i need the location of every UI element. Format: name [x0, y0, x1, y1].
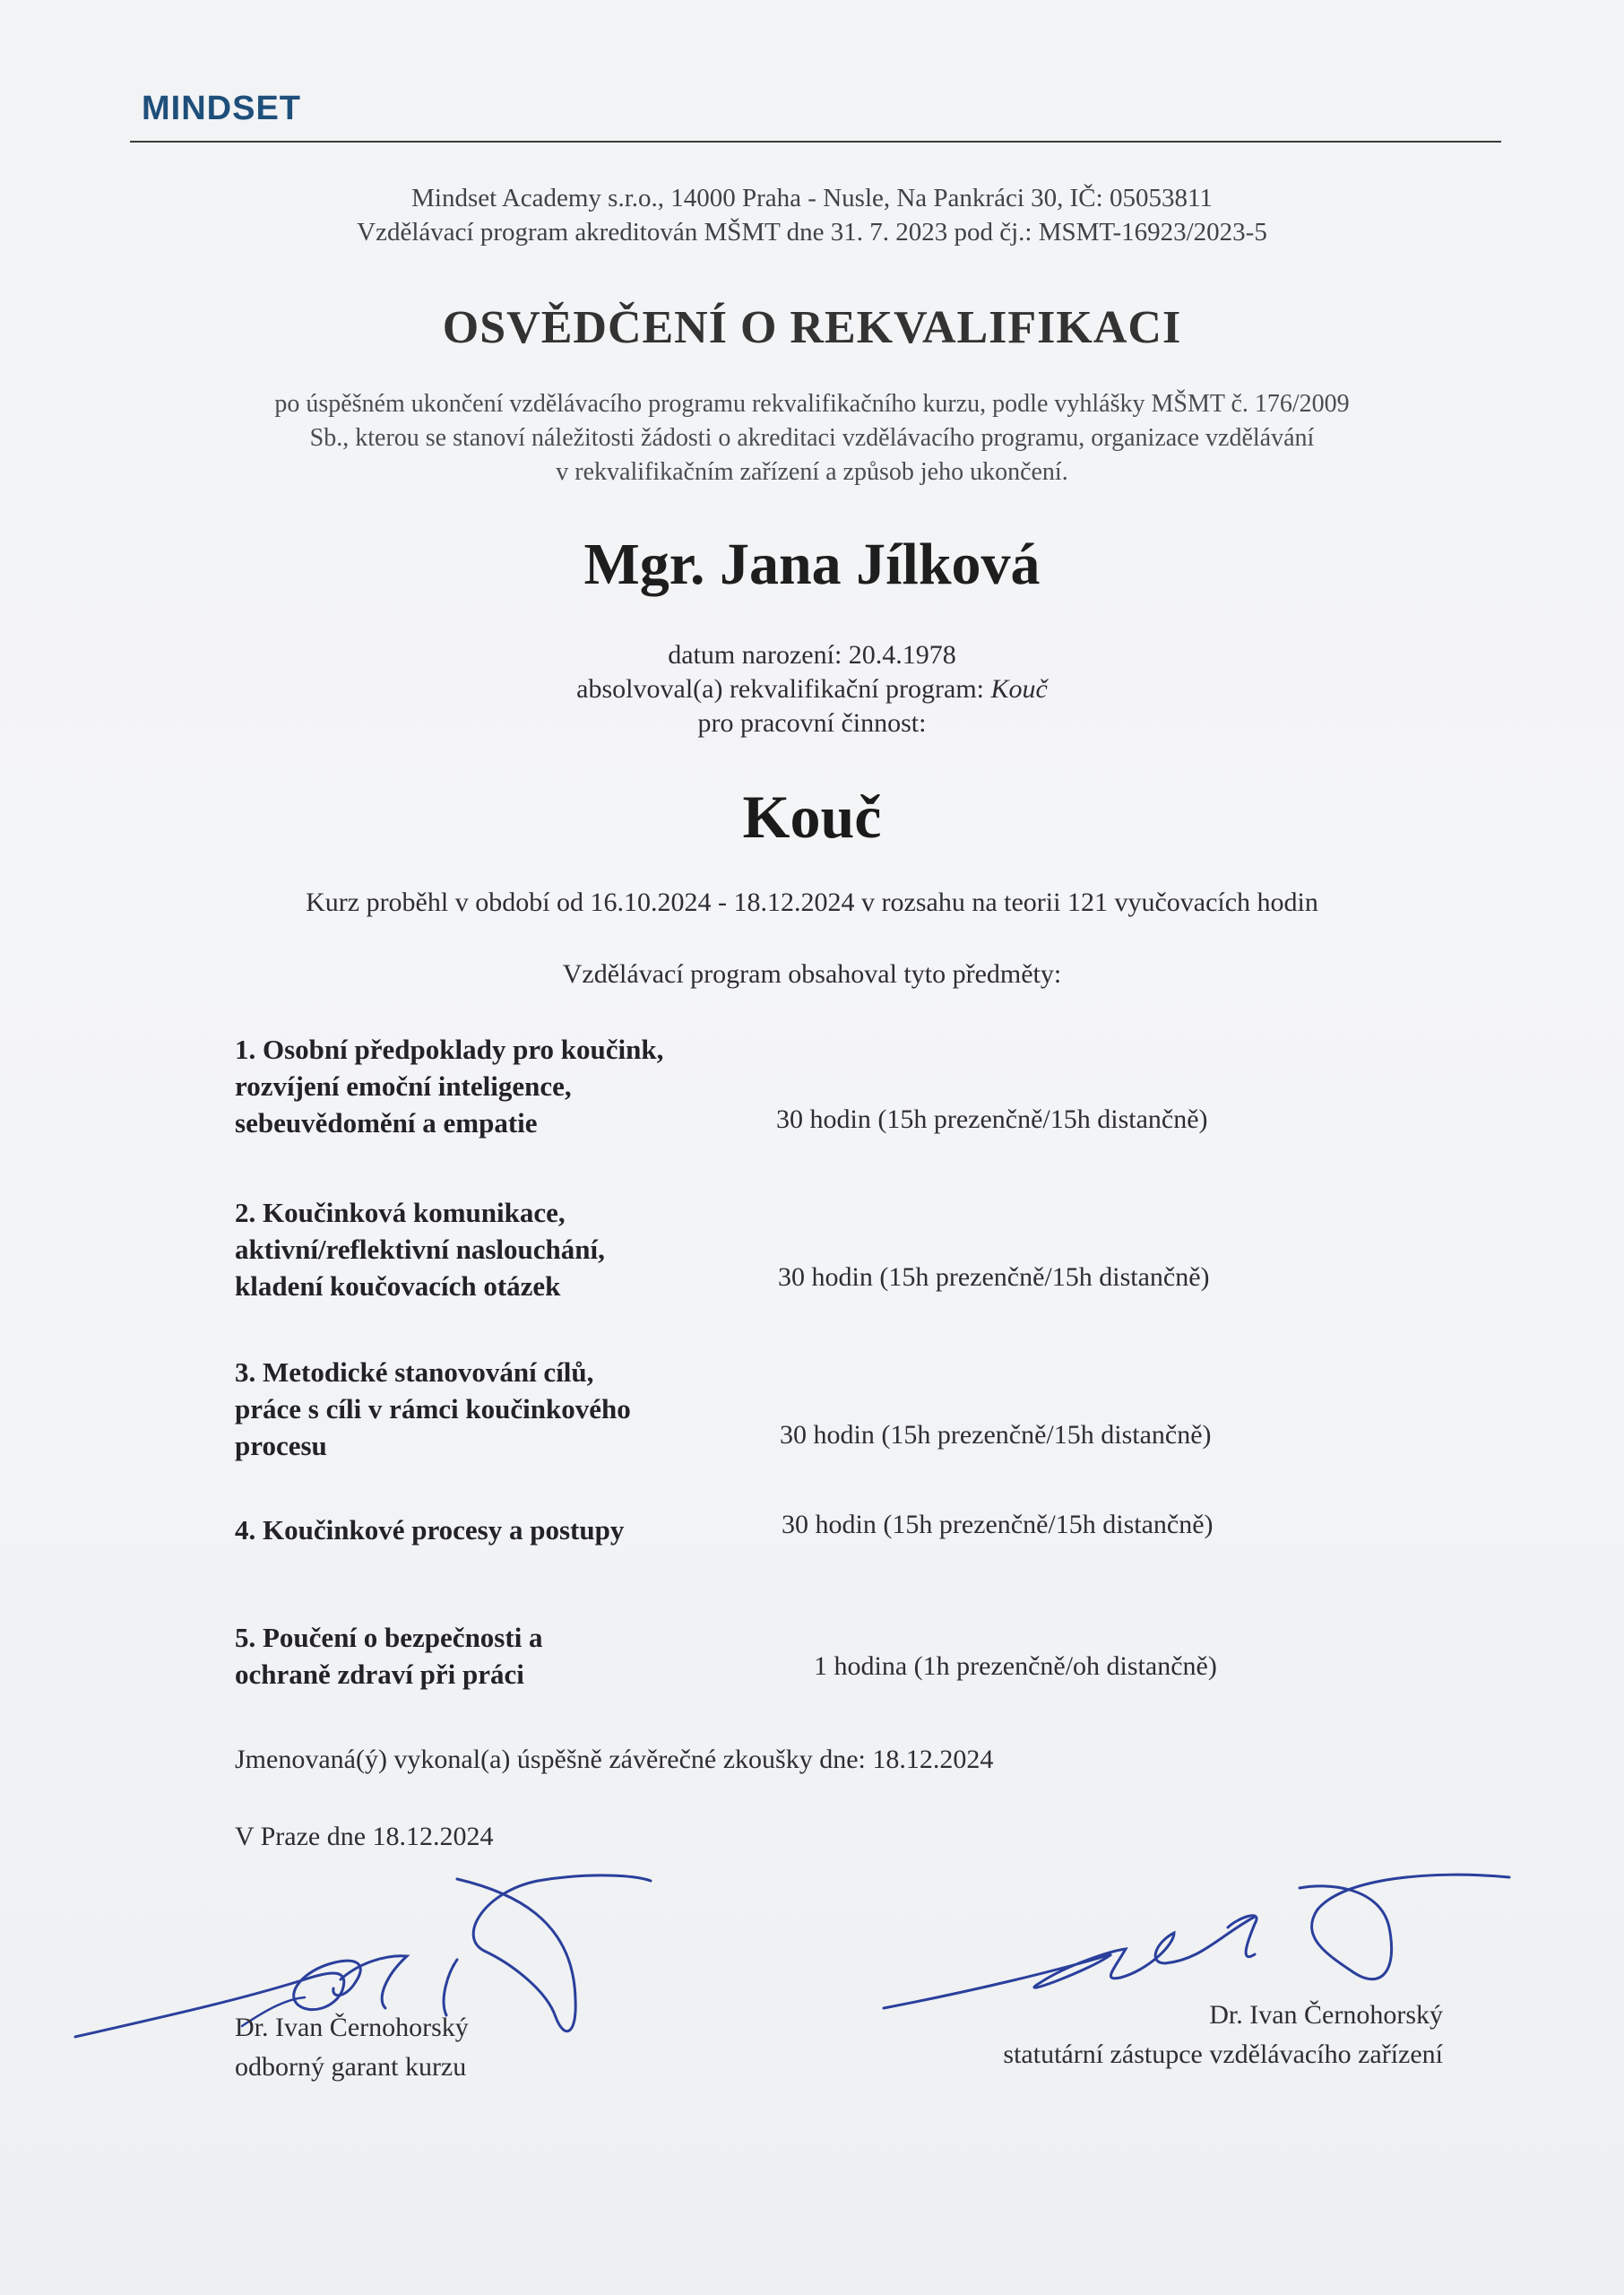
activity-label: pro pracovní činnost:: [697, 708, 927, 738]
recipient-name: Mgr. Jana Jílková: [583, 532, 1041, 597]
subject-line: kladení koučovacích otázek: [235, 1270, 561, 1302]
signatory-left-role: odborný garant kurzu: [235, 2052, 467, 2082]
subject-hours: 1 hodina (1h prezenčně/oh distančně): [814, 1651, 1217, 1681]
accreditation-info: Vzdělávací program akreditován MŠMT dne 31. 7. 2023 pod čj.: MSMT-16923/2023-5: [357, 218, 1267, 247]
signatory-right-name: Dr. Ivan Černohorský: [1209, 2000, 1443, 2030]
certificate-title: OSVĚDČENÍ O REKVALIFIKACI: [442, 302, 1182, 353]
subject-line: rozvíjení emoční inteligence,: [235, 1070, 572, 1102]
subject-hours: 30 hodin (15h prezenčně/15h distančně): [782, 1510, 1214, 1539]
legal-intro-line: v rekvalifikačním zařízení a způsob jeho ukončení.: [556, 458, 1068, 486]
signatory-right-role: statutární zástupce vzdělávacího zařízení: [1003, 2040, 1443, 2069]
subject-line: sebeuvědomění a empatie: [235, 1107, 538, 1139]
signatory-right: [905, 1996, 1443, 2074]
mindset-logo: MINDSET: [142, 90, 301, 127]
program-prefix: absolvoval(a) rekvalifikační program:: [576, 674, 991, 704]
subject-line: 5. Poučení o bezpečnosti a: [235, 1622, 543, 1653]
subject-line: 4. Koučinkové procesy a postupy: [235, 1514, 625, 1546]
subject-line: 1. Osobní předpoklady pro koučink,: [235, 1034, 664, 1065]
legal-intro-line: Sb., kterou se stanoví náležitosti žádosti o akreditaci vzdělávacího programu, organizace vzdělávání: [309, 424, 1315, 452]
subjects-intro: Vzdělávací program obsahoval tyto předměty:: [562, 959, 1062, 989]
subject-hours: 30 hodin (15h prezenčně/15h distančně): [778, 1262, 1210, 1292]
subject-line: 3. Metodické stanovování cílů,: [235, 1356, 594, 1388]
subject-name: [235, 1194, 826, 1304]
subject-line: procesu: [235, 1430, 327, 1461]
recipient-details: [0, 638, 1624, 740]
subject-name: [235, 1511, 826, 1548]
subject-name: [235, 1619, 826, 1693]
birth-date: datum narození: 20.4.1978: [668, 640, 956, 670]
subject-line: 2. Koučinková komunikace,: [235, 1197, 566, 1228]
issuer-address: Mindset Academy s.r.o., 14000 Praha - Nusle, Na Pankráci 30, IČ: 05053811: [411, 184, 1213, 212]
exam-statement: Jmenovaná(ý) vykonal(a) úspěšně závěrečné zkoušky dne: 18.12.2024: [235, 1745, 994, 1774]
signatory-left-name: Dr. Ivan Černohorský: [235, 2013, 469, 2042]
course-period: Kurz proběhl v období od 16.10.2024 - 18.12.2024 v rozsahu na teorii 121 vyučovacích hodin: [306, 888, 1318, 917]
signatory-left: [235, 2008, 469, 2087]
place-and-date: V Praze dne 18.12.2024: [235, 1822, 494, 1851]
header-divider: [130, 141, 1501, 143]
subject-hours: 30 hodin (15h prezenčně/15h distančně): [776, 1104, 1208, 1134]
subject-line: práce s cíli v rámci koučinkového: [235, 1393, 631, 1425]
program-name: Kouč: [990, 674, 1048, 704]
program-line: [0, 672, 1624, 706]
subject-name: [235, 1031, 826, 1141]
legal-intro-line: po úspěšném ukončení vzdělávacího programu rekvalifikačního kurzu, podle vyhlášky MŠMT č. 176/2009: [274, 390, 1350, 418]
subject-hours: 30 hodin (15h prezenčně/15h distančně): [780, 1420, 1212, 1450]
issuer-info: [0, 181, 1624, 249]
profession-title: Kouč: [742, 783, 882, 851]
subject-line: aktivní/reflektivní naslouchání,: [235, 1234, 605, 1265]
subject-name: [235, 1354, 826, 1464]
subject-line: ochraně zdraví při práci: [235, 1658, 524, 1690]
legal-intro: [0, 387, 1624, 489]
